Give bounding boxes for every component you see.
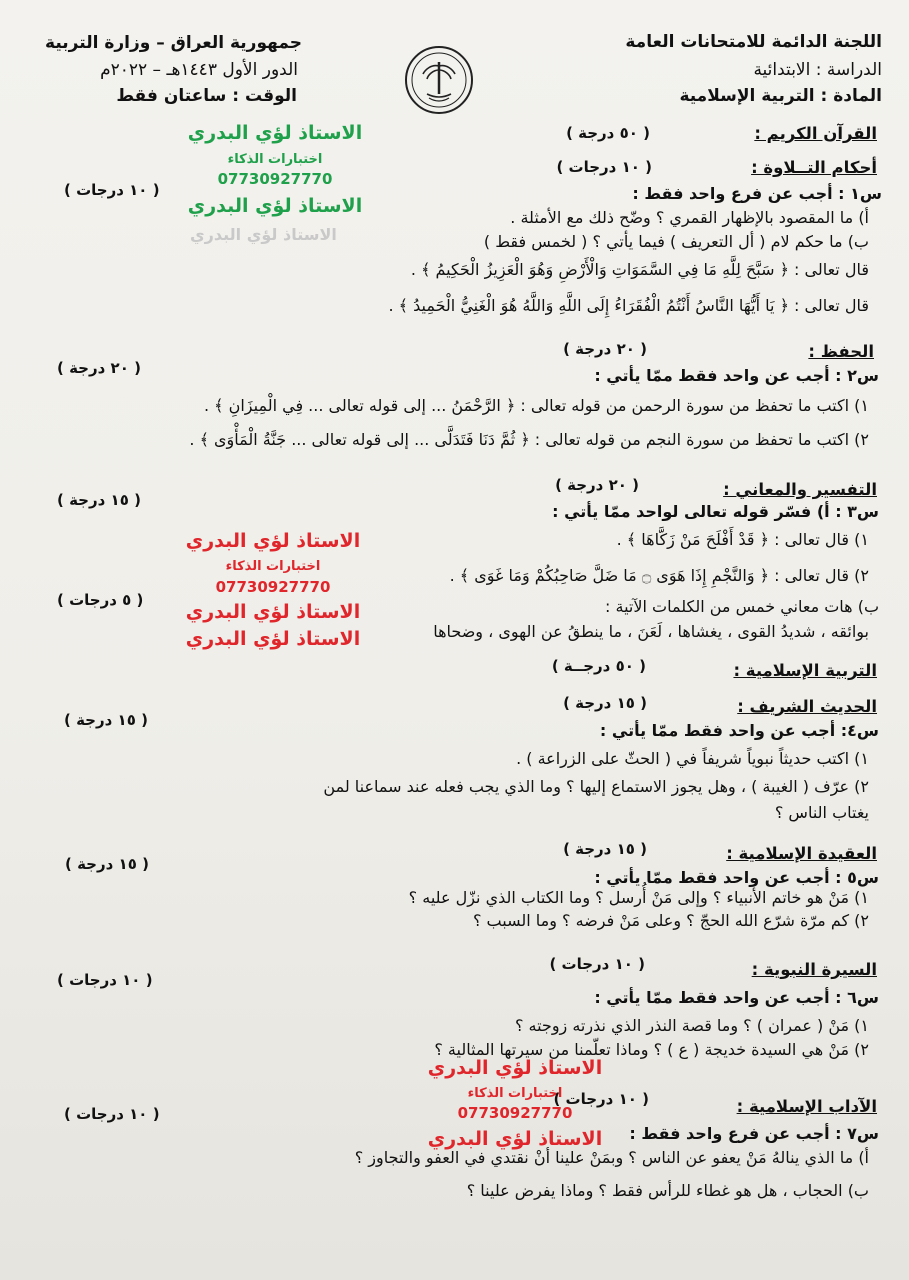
- question-7: س٧ : أجب عن فرع واحد فقط :: [629, 1124, 879, 1143]
- branch-b: ب) هات معاني خمس من الكلمات الآتية :: [605, 597, 879, 616]
- watermark-name: الاستاذ لؤي البدري: [185, 601, 361, 623]
- watermark-subtitle: اختبارات الذكاء: [467, 1086, 563, 1101]
- section-sira: السيرة النبوية :: [751, 960, 877, 979]
- section-tarbiya: التربية الإسلامية :: [733, 661, 877, 680]
- margin-points: ( ١٥ درجة ): [57, 491, 141, 509]
- item-2-continued: يغتاب الناس ؟: [774, 803, 869, 822]
- item-2: ٢) مَنْ هي السيدة خديجة ( ع ) ؟ وماذا تعلّمنا من سيرتها المثالية ؟: [434, 1040, 869, 1059]
- margin-points: ( ١٥ درجة ): [64, 711, 148, 729]
- exam-time: الوقت : ساعتان فقط: [116, 86, 297, 106]
- watermark-subtitle: اختبارات الذكاء: [225, 559, 321, 574]
- verse: قال تعالى : ﴿ يَا أَيُّهَا النَّاسُ أَنْتُمُ الْفُقَرَاءُ إِلَى اللَّهِ وَاللَّهُ هُوَ الْغَنِيُّ الْحَمِيدُ ﴾ .: [388, 296, 869, 315]
- section-points: ( ١٠ درجات ): [549, 955, 645, 973]
- margin-points: ( ١٠ درجات ): [64, 1105, 160, 1123]
- section-hadith: الحديث الشريف :: [737, 697, 877, 716]
- section-hifz: الحفظ :: [808, 342, 874, 361]
- item-2: ٢) قال تعالى : ﴿ وَالنَّجْمِ إِذَا هَوَى ۝ مَا ضَلَّ صَاحِبُكُمْ وَمَا غَوَى ﴾ .: [449, 566, 869, 585]
- exam-round: الدور الأول ١٤٤٣هـ – ٢٠٢٢م: [100, 60, 298, 80]
- item-2: ٢) اكتب ما تحفظ من سورة النجم من قوله تعالى : ﴿ ثُمَّ دَنَا فَتَدَلَّى ... إلى قوله تعالى ... جَنَّةُ الْمَأْوَى ﴾ .: [189, 430, 869, 449]
- section-points: ( ٥٠ درجة ): [566, 124, 650, 142]
- margin-points: ( ٥ درجات ): [57, 591, 144, 609]
- margin-points: ( ٢٠ درجة ): [57, 359, 141, 377]
- item-1: ١) اكتب ما تحفظ من سورة الرحمن من قوله تعالى : ﴿ الرَّحْمَنُ ... إلى قوله تعالى ... فِي الْمِيزَانِ ﴾ .: [203, 396, 869, 415]
- watermark-name: الاستاذ لؤي البدري: [185, 530, 361, 552]
- section-tafsir: التفسير والمعاني :: [723, 480, 877, 499]
- section-points: ( ١٥ درجة ): [563, 694, 647, 712]
- watermark-name: الاستاذ لؤي البدري: [185, 628, 361, 650]
- watermark-phone: 07730927770: [215, 578, 331, 596]
- section-points: ( ٢٠ درجة ): [563, 340, 647, 358]
- question-6: س٦ : أجب عن واحد فقط ممّا يأتي :: [594, 988, 879, 1007]
- branch-a: أ) ما الذي ينالهُ مَنْ يعفو عن الناس ؟ وبمَنْ علينا أنْ نقتدي في العفو والتجاوز ؟: [354, 1148, 869, 1167]
- margin-points: ( ١٠ درجات ): [64, 181, 160, 199]
- section-points: ( ٥٠ درجــة ): [551, 657, 646, 675]
- republic-ministry: جمهورية العراق – وزارة التربية: [45, 33, 302, 53]
- item-2: ٢) كم مرّة شرّع الله الحجّ ؟ وعلى مَنْ فرضه ؟ وما السبب ؟: [472, 911, 869, 930]
- item-1: ١) اكتب حديثاً نبوياً شريفاً في ( الحثّ على الزراعة ) .: [516, 749, 869, 768]
- section-aqida: العقيدة الإسلامية :: [726, 844, 877, 863]
- branch-b: ب) الحجاب ، هل هو غطاء للرأس فقط ؟ وماذا يفرض علينا ؟: [466, 1181, 869, 1200]
- watermark-name: الاستاذ لؤي البدري: [187, 195, 363, 217]
- branch-a: أ) ما المقصود بالإظهار القمري ؟ وضّح ذلك مع الأمثلة .: [510, 208, 869, 227]
- section-points: ( ١٠ درجات ): [553, 1090, 649, 1108]
- watermark-faint: الاستاذ لؤي البدري: [190, 225, 337, 244]
- study-level: الدراسة : الابتدائية: [753, 60, 882, 80]
- watermark-phone: 07730927770: [217, 170, 333, 188]
- margin-points: ( ١٠ درجات ): [57, 971, 153, 989]
- item-1: ١) مَنْ ( عمران ) ؟ وما قصة النذر الذي نذرته زوجته ؟: [514, 1016, 869, 1035]
- question-4: س٤: أجب عن واحد فقط ممّا يأتي :: [599, 721, 879, 740]
- question-2: س٢ : أجب عن واحد فقط ممّا يأتي :: [594, 366, 879, 385]
- section-points: ( ١٥ درجة ): [563, 840, 647, 858]
- section-quran: القرآن الكريم :: [754, 124, 877, 143]
- subject-title: المادة : التربية الإسلامية: [679, 86, 882, 106]
- ministry-emblem-icon: [403, 44, 475, 116]
- margin-points: ( ١٥ درجة ): [65, 855, 149, 873]
- question-1: س١ : أجب عن فرع واحد فقط :: [632, 184, 882, 203]
- watermark-subtitle: اختبارات الذكاء: [227, 152, 323, 167]
- section-adab: الآداب الإسلامية :: [736, 1097, 877, 1116]
- question-5: س٥ : أجب عن واحد فقط ممّا يأتي :: [594, 868, 879, 887]
- watermark-phone: 07730927770: [457, 1104, 573, 1122]
- committee-title: اللجنة الدائمة للامتحانات العامة: [625, 32, 882, 52]
- section-points: ( ١٠ درجات ): [556, 158, 652, 176]
- question-3: س٣ : أ) فسّر قوله تعالى لواحد ممّا يأتي :: [552, 502, 879, 521]
- section-tilawa: أحكام التــلاوة :: [751, 158, 877, 177]
- word-list: بوائقه ، شديدُ القوى ، يغشاها ، لَعَنَ ، ما ينطقُ عن الهوى ، وضحاها: [433, 622, 869, 641]
- watermark-name: الاستاذ لؤي البدري: [427, 1128, 603, 1150]
- verse: قال تعالى : ﴿ سَبَّحَ لِلَّهِ مَا فِي السَّمَوَاتِ وَالْأَرْضِ وَهُوَ الْعَزِيزُ الْحَكِيمُ ﴾ .: [410, 260, 869, 279]
- section-points: ( ٢٠ درجة ): [555, 476, 639, 494]
- item-2: ٢) عرّف ( الغيبة ) ، وهل يجوز الاستماع إليها ؟ وما الذي يجب فعله عند سماعنا لمن: [323, 777, 869, 796]
- item-1: ١) مَنْ هو خاتم الأنبياء ؟ وإلى مَنْ أُرسل ؟ وما الكتاب الذي نزّل عليه ؟: [408, 888, 869, 907]
- watermark-name: الاستاذ لؤي البدري: [427, 1057, 603, 1079]
- branch-b: ب) ما حكم لام ( أل التعريف ) فيما يأتي ؟ ( لخمس فقط ): [483, 232, 869, 251]
- watermark-name: الاستاذ لؤي البدري: [187, 122, 363, 144]
- item-1: ١) قال تعالى : ﴿ قَدْ أَفْلَحَ مَنْ زَكَّاهَا ﴾ .: [616, 530, 869, 549]
